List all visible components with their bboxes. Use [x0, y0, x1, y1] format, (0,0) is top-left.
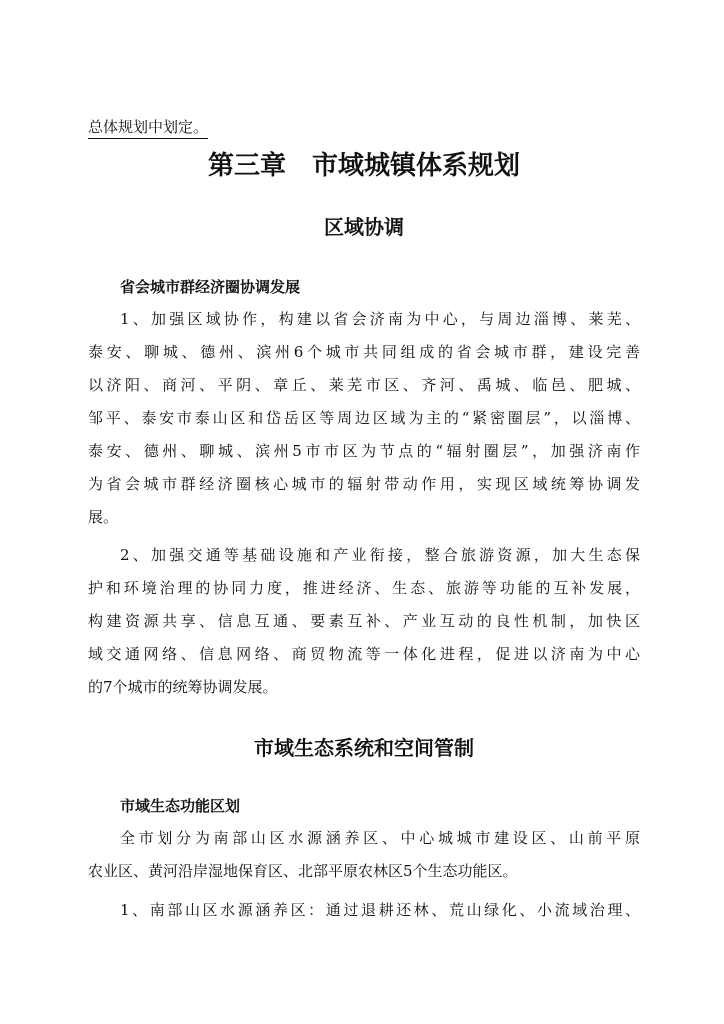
paragraph-line: 泰安、聊城、德州、滨州6个城市共同组成的省会城市群，建设完善 — [88, 343, 640, 361]
continued-text-line: 总体规划中划定。 — [88, 117, 208, 139]
paragraph-line: 泰安、德州、聊城、滨州5市市区为节点的“辐射圈层”，加强济南作 — [88, 442, 640, 460]
paragraph-line: 为省会城市群经济圈核心城市的辐射带动作用，实现区域统筹协调发 — [88, 475, 640, 493]
subsection-title-city-cluster: 省会城市群经济圈协调发展 — [120, 278, 301, 296]
paragraph-line: 邹平、泰安市泰山区和岱岳区等周边区域为主的“紧密圈层”，以淄博、 — [88, 409, 640, 427]
chapter-title: 第三章 市域城镇体系规划 — [207, 151, 520, 181]
paragraph-line: 构建资源共享、信息互通、要素互补、产业互动的良性机制，加快区 — [88, 612, 640, 630]
paragraph-line: 以济阳、商河、平阴、章丘、莱芜市区、齐河、禹城、临邑、肥城、 — [88, 376, 640, 394]
paragraph-line: 护和环境治理的协同力度，推进经济、生态、旅游等功能的互补发展， — [88, 579, 640, 597]
paragraph-line: 1、南部山区水源涵养区：通过退耕还林、荒山绿化、小流域治理、 — [120, 901, 640, 919]
section-title-ecosystem-control: 市域生态系统和空间管制 — [254, 736, 474, 760]
subsection-title-eco-zoning: 市域生态功能区划 — [120, 797, 241, 815]
paragraph-line: 的7个城市的统筹协调发展。 — [88, 678, 278, 696]
paragraph-line: 域交通网络、信息网络、商贸物流等一体化进程，促进以济南为中心 — [88, 645, 640, 663]
paragraph-line: 全市划分为南部山区水源涵养区、中心城城市建设区、山前平原 — [120, 829, 640, 847]
paragraph-line: 农业区、黄河沿岸湿地保育区、北部平原农林区5个生态功能区。 — [88, 862, 518, 880]
paragraph-line: 2、加强交通等基础设施和产业衔接，整合旅游资源，加大生态保 — [120, 546, 640, 564]
paragraph-line: 1、加强区域协作，构建以省会济南为中心，与周边淄博、莱芜、 — [120, 310, 640, 328]
paragraph-line: 展。 — [88, 508, 119, 526]
section-title-regional-coordination: 区域协调 — [324, 215, 404, 239]
